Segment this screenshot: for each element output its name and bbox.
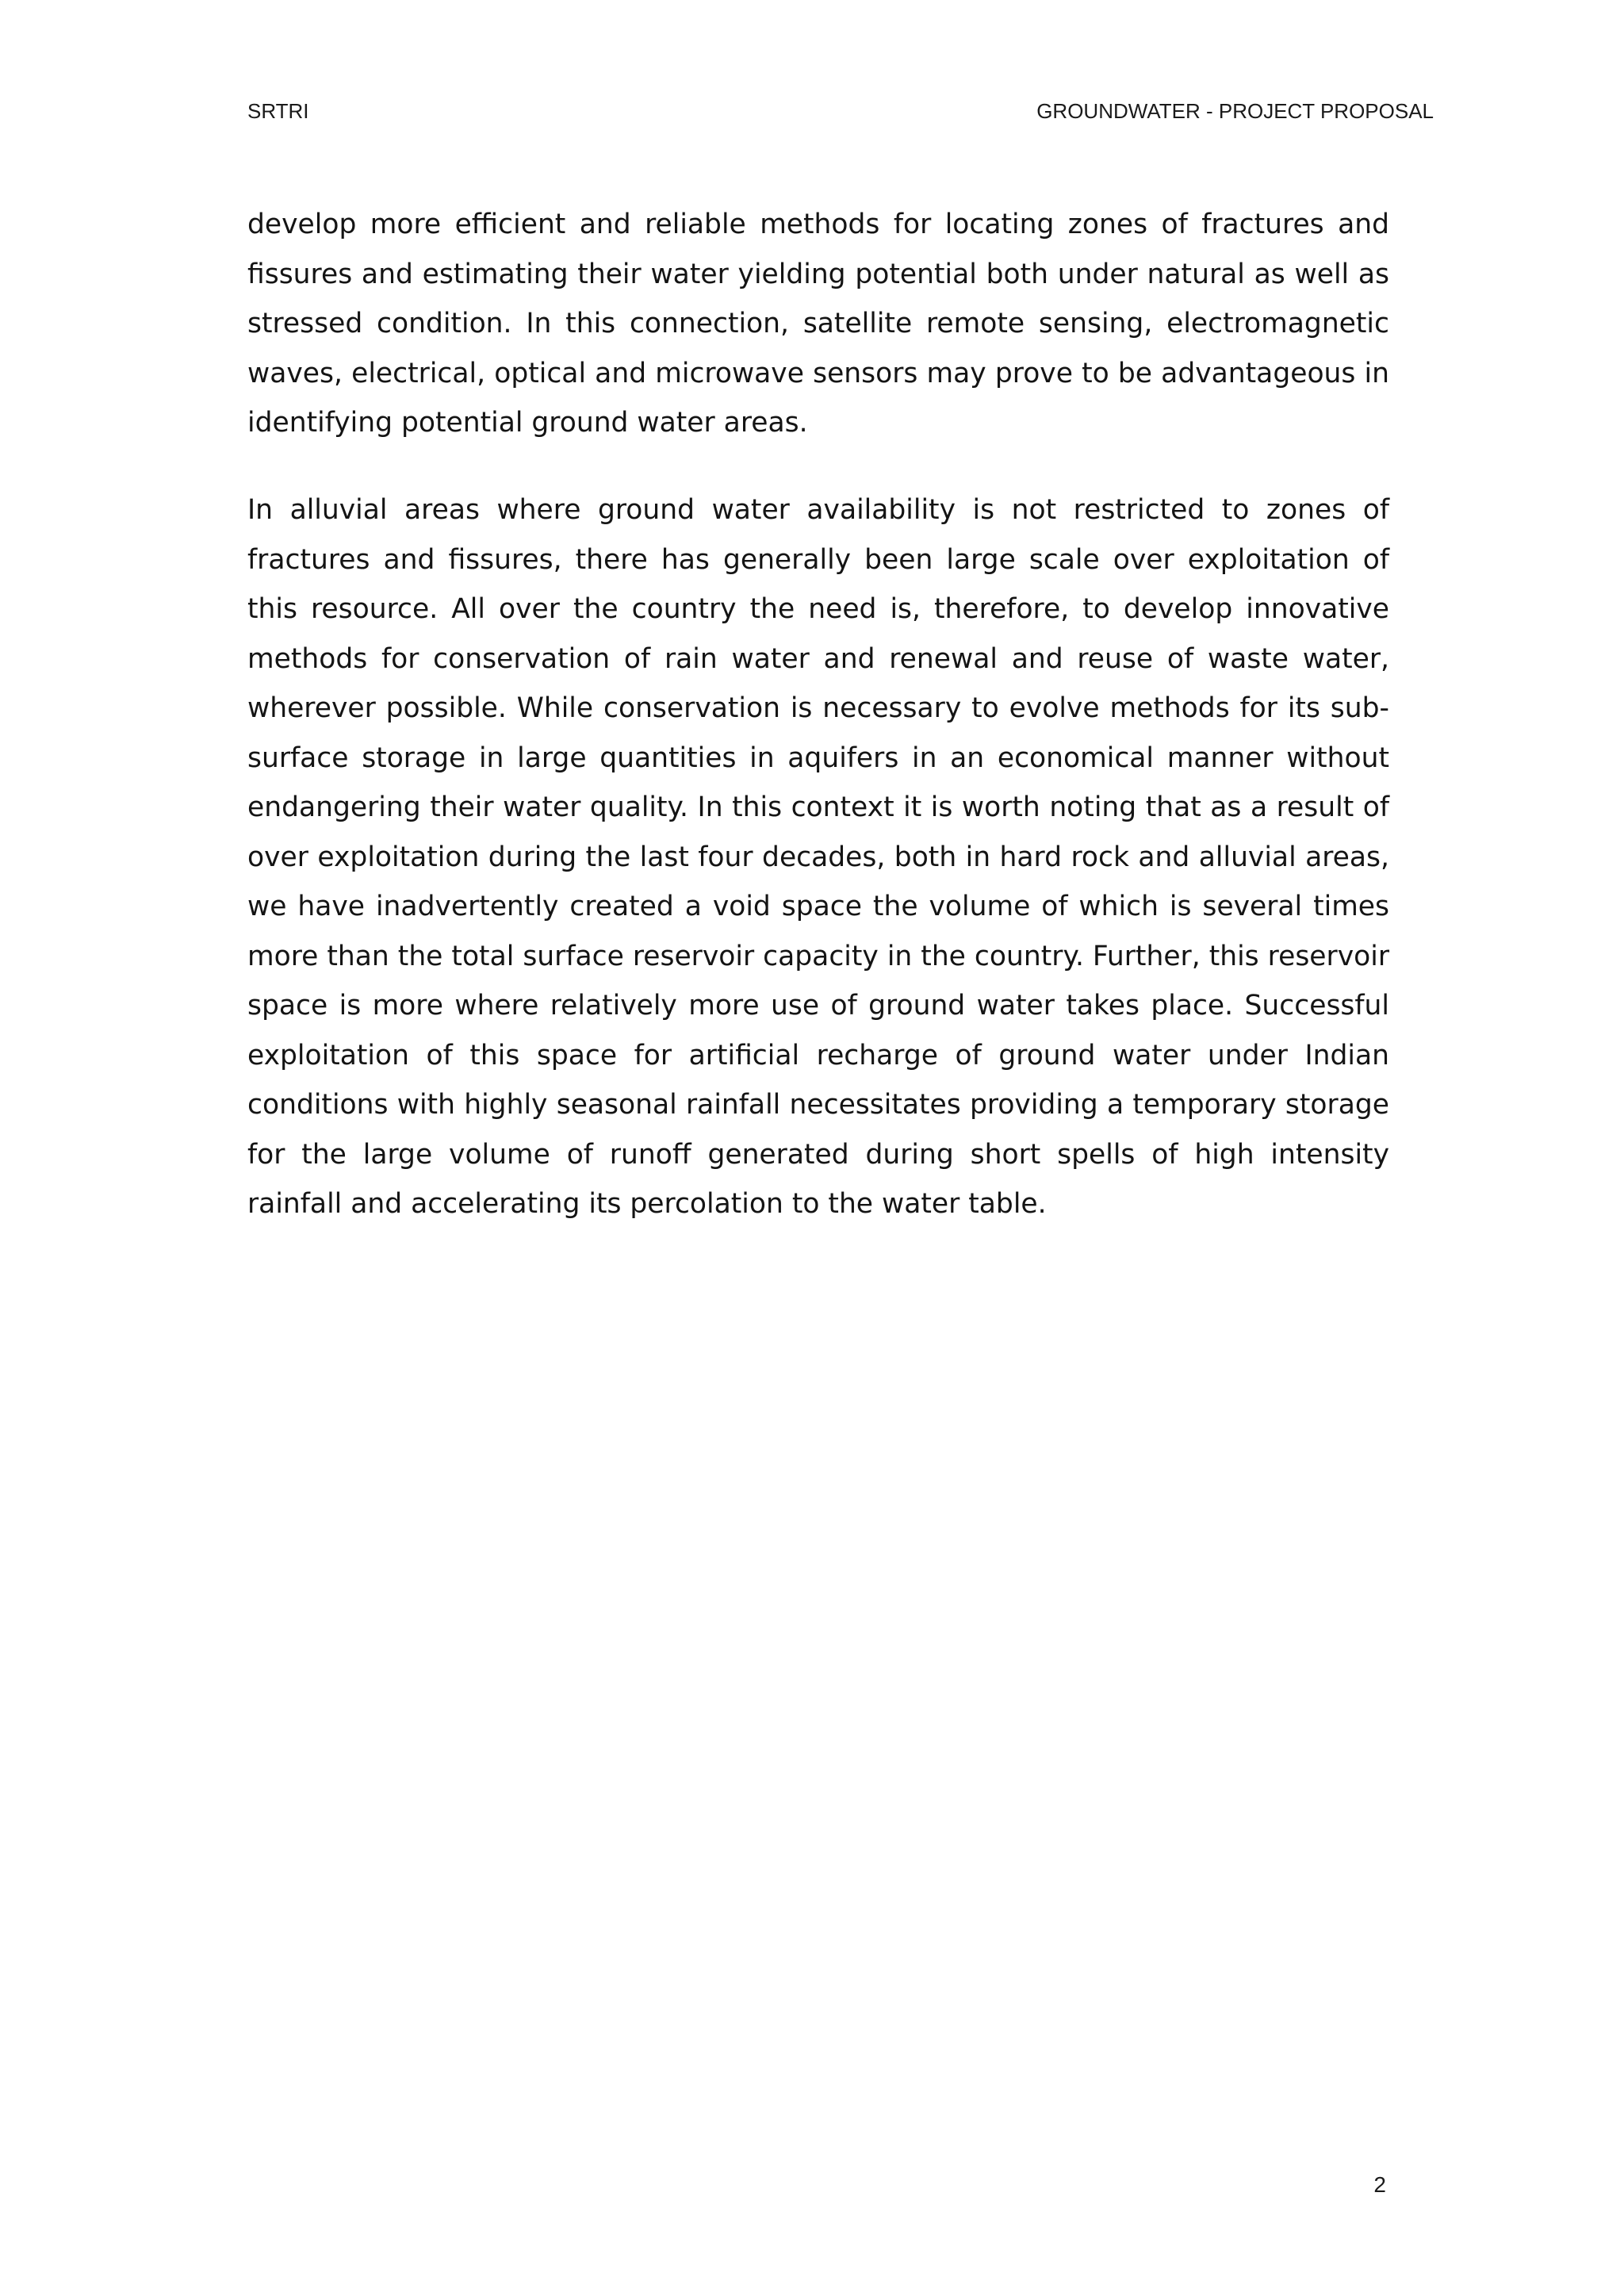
header-document-title: GROUNDWATER - PROJECT PROPOSAL	[1036, 99, 1434, 123]
body-paragraph: develop more efficient and reliable methods for locating zones of fractures and fissures and estimating their water yielding potential both under natural as well as stressed condition. In this connection, satellite remote sensing, electromagnetic waves, electrical, optical and microwave sensors may prove to be advantageous in identifying potential ground water areas.	[247, 209, 1389, 439]
header-organization: SRTRI	[247, 99, 309, 123]
page-number: 2	[1373, 2172, 1386, 2197]
body-paragraph: In alluvial areas where ground water availability is not restricted to zones of fractures and fissures, there has generally been large scale over exploitation of this resource. All over the country the need is, therefore, to develop innovative methods for conservation of rain water and renewal and reuse of waste water, wherever possible. While conservation is necessary to evolve methods for its sub-surface storage in large quantities in aquifers in an economical manner without endangering their water quality. In this context it is worth noting that as a result of over exploitation during the last four decades, both in hard rock and alluvial areas, we have inadvertently created a void space the volume of which is several times more than the total surface reservoir capacity in the country. Further, this reservoir space is more where relatively more use of ground water takes place. Successful exploitation of this space for artificial recharge of ground water under Indian conditions with highly seasonal rainfall necessitates providing a temporary storage for the large volume of runoff generated during short spells of high intensity rainfall and accelerating its percolation to the water table.	[247, 494, 1389, 1220]
